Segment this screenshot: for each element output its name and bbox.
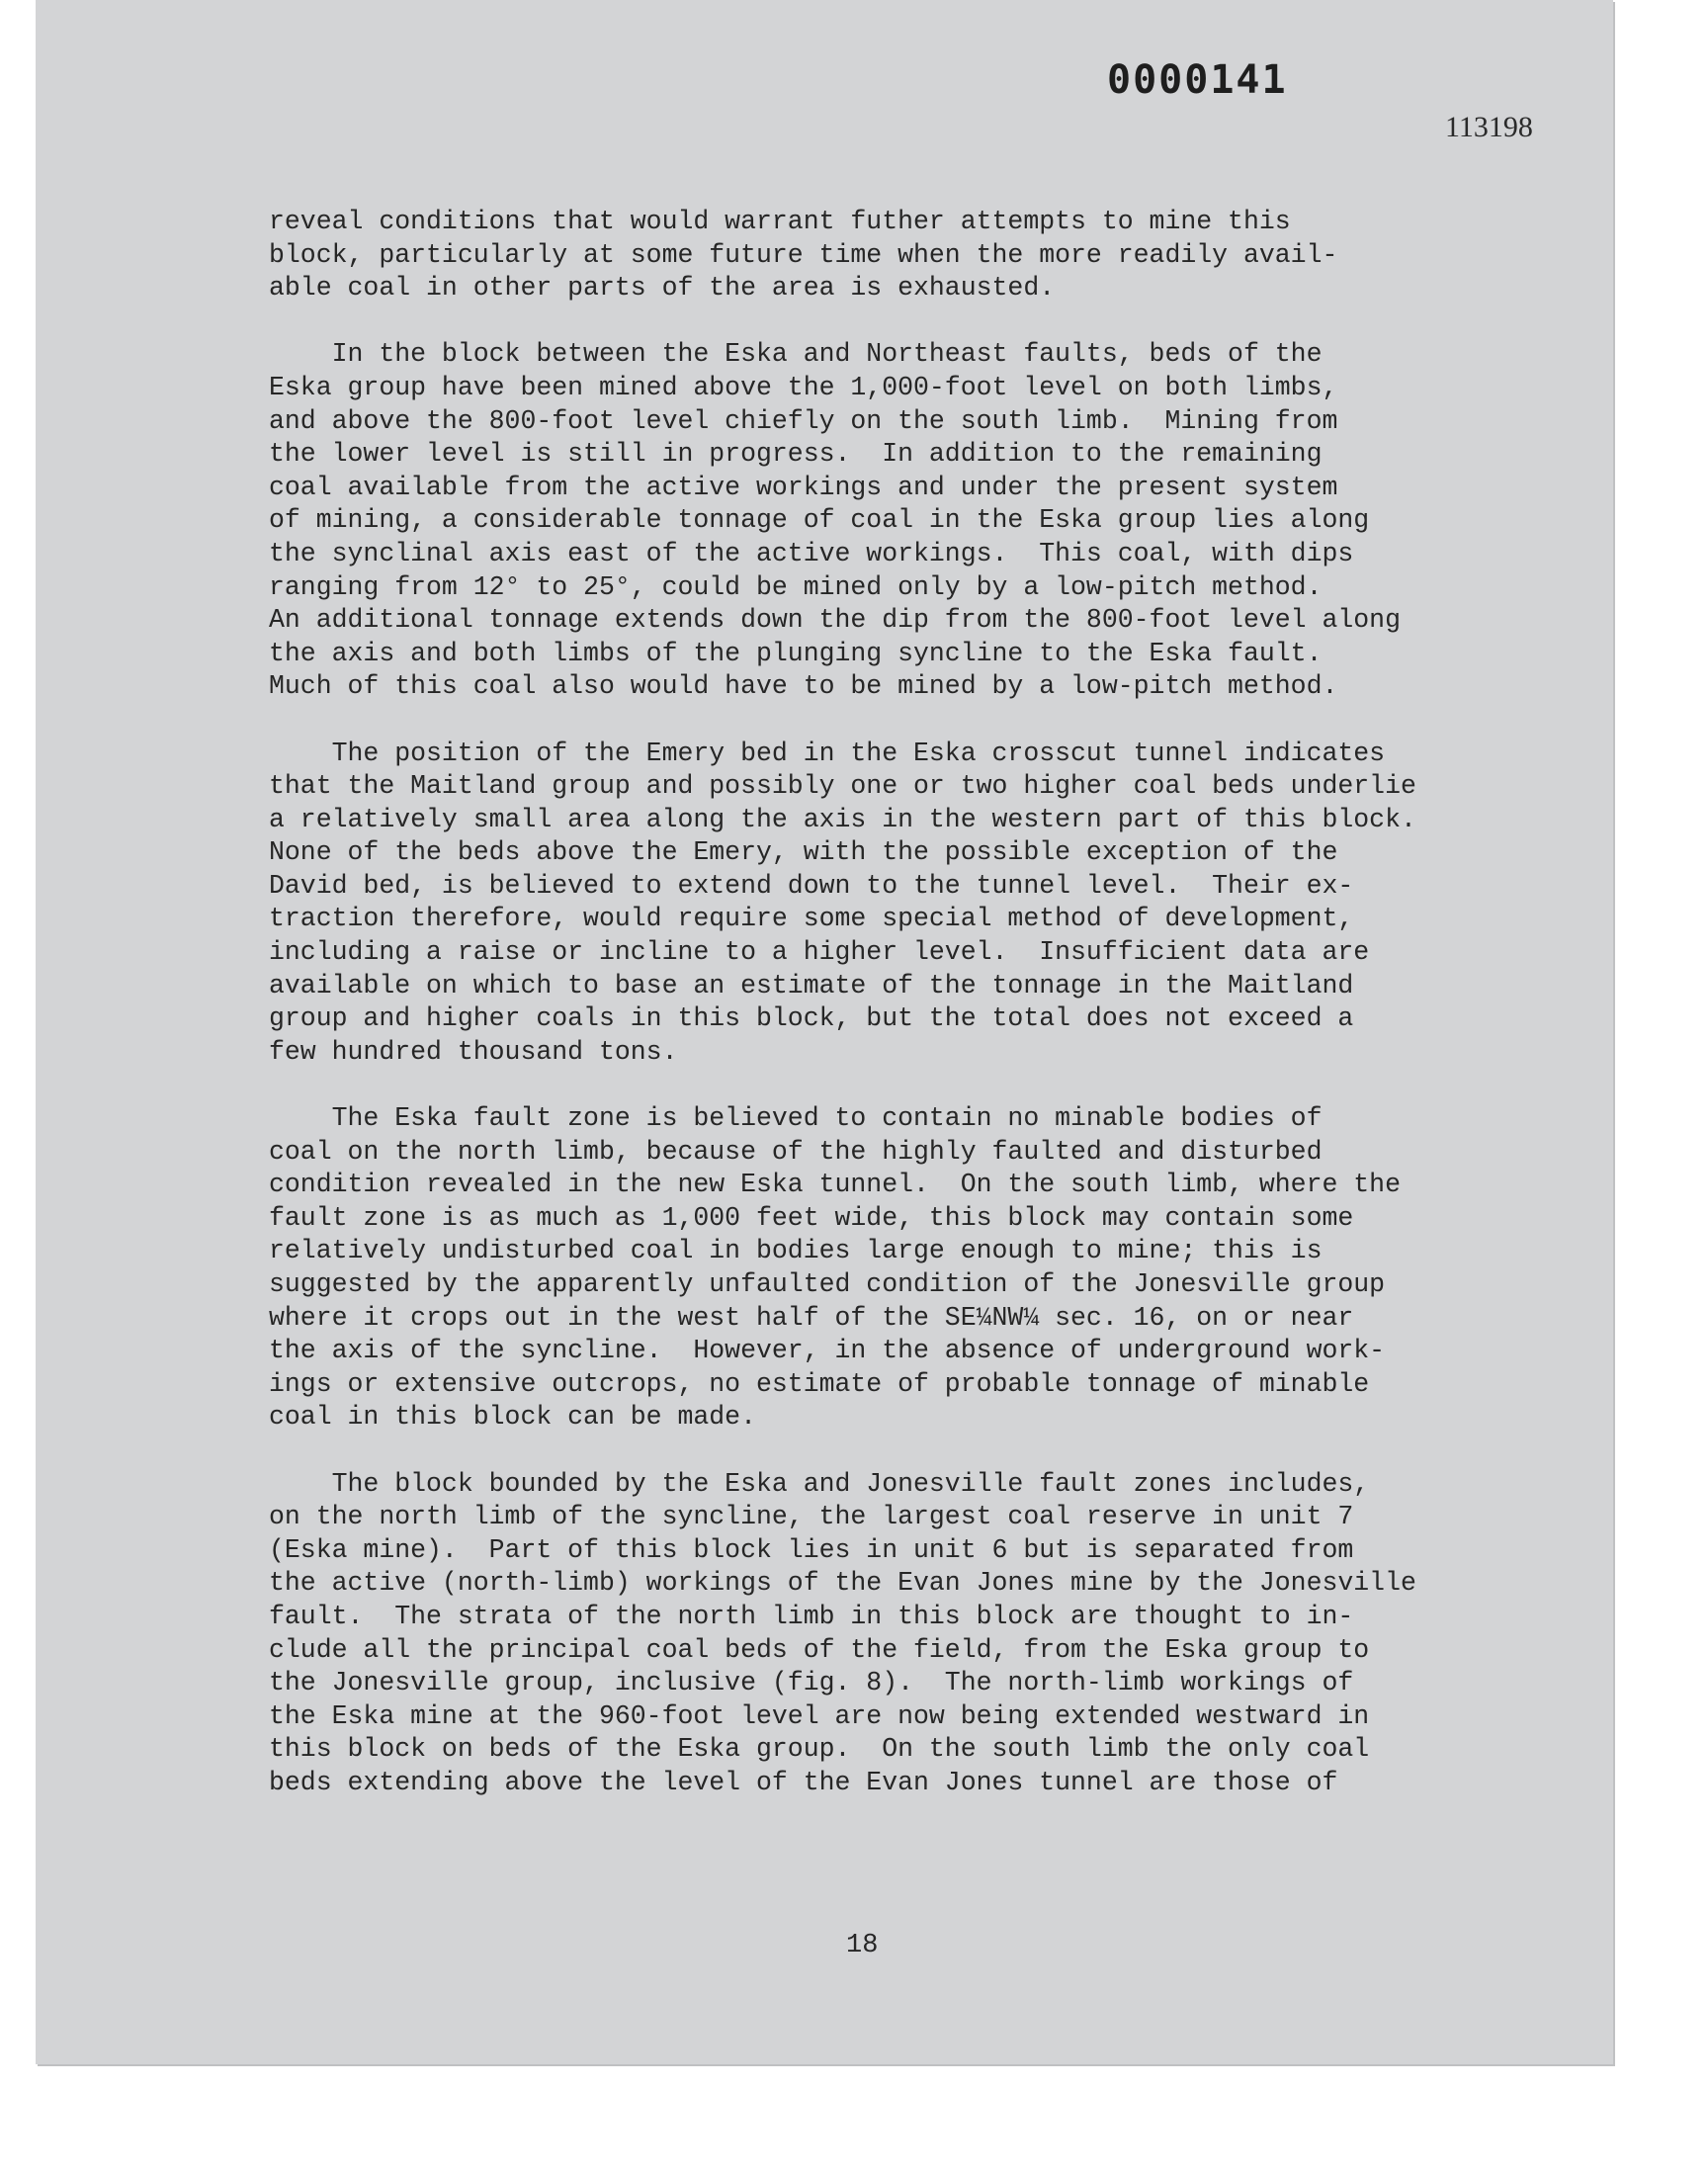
- text-line: the Jonesville group, inclusive (fig. 8). The north-limb workings of: [269, 1668, 1354, 1698]
- text-line: coal in this block can be made.: [269, 1402, 756, 1433]
- file-number: 113198: [1445, 111, 1533, 143]
- text-line: ings or extensive outcrops, no estimate of probable tonnage of minable: [269, 1368, 1370, 1399]
- text-line: coal available from the active workings and under the present system: [269, 472, 1338, 502]
- text-line: beds extending above the level of the Evan Jones tunnel are those of: [269, 1767, 1338, 1797]
- paragraph: [269, 338, 1494, 704]
- text-line: where it crops out in the west half of the SE¼NW¼ sec. 16, on or near: [269, 1302, 1354, 1333]
- text-line: the active (north-limb) workings of the Evan Jones mine by the Jonesville: [269, 1568, 1416, 1599]
- text-line: this block on beds of the Eska group. On the south limb the only coal: [269, 1734, 1370, 1765]
- text-line: In the block between the Eska and Northeast faults, beds of the: [269, 339, 1323, 370]
- text-line: Eska group have been mined above the 1,000-foot level on both limbs,: [269, 372, 1338, 402]
- text-line: An additional tonnage extends down the dip from the 800-foot level along: [269, 605, 1401, 636]
- text-line: condition revealed in the new Eska tunnel. On the south limb, where the: [269, 1170, 1401, 1200]
- text-line: None of the beds above the Emery, with the possible exception of the: [269, 837, 1338, 868]
- text-line: relatively undisturbed coal in bodies large enough to mine; this is: [269, 1236, 1323, 1266]
- text-line: David bed, is believed to extend down to the tunnel level. Their ex-: [269, 870, 1354, 901]
- text-line: reveal conditions that would warrant futher attempts to mine this: [269, 207, 1291, 236]
- paragraph: [269, 206, 1494, 305]
- text-line: few hundred thousand tons.: [269, 1036, 678, 1067]
- text-line: a relatively small area along the axis in the western part of this block.: [269, 804, 1416, 834]
- text-line: that the Maitland group and possibly one or two higher coal beds underlie: [269, 771, 1416, 802]
- paragraph: [269, 1102, 1494, 1435]
- text-line: Much of this coal also would have to be mined by a low-pitch method.: [269, 671, 1338, 702]
- text-line: on the north limb of the syncline, the largest coal reserve in unit 7: [269, 1502, 1354, 1532]
- text-line: the lower level is still in progress. In addition to the remaining: [269, 439, 1323, 470]
- body-text: [269, 206, 1494, 1833]
- text-line: available on which to base an estimate of the tonnage in the Maitland: [269, 970, 1354, 1000]
- text-line: ranging from 12° to 25°, could be mined only by a low-pitch method.: [269, 571, 1323, 602]
- text-line: block, particularly at some future time when the more readily avail-: [269, 239, 1338, 270]
- text-line: fault zone is as much as 1,000 feet wide, this block may contain some: [269, 1202, 1354, 1233]
- text-line: the axis of the syncline. However, in the absence of underground work-: [269, 1336, 1386, 1366]
- text-line: The position of the Emery bed in the Eska crosscut tunnel indicates: [269, 738, 1386, 768]
- text-line: able coal in other parts of the area is exhausted.: [269, 273, 1056, 304]
- text-line: of mining, a considerable tonnage of coal in the Eska group lies along: [269, 505, 1370, 536]
- text-line: The Eska fault zone is believed to contain no minable bodies of: [269, 1103, 1323, 1134]
- text-line: and above the 800-foot level chiefly on the south limb. Mining from: [269, 405, 1338, 436]
- text-line: the axis and both limbs of the plunging syncline to the Eska fault.: [269, 638, 1323, 668]
- text-line: (Eska mine). Part of this block lies in unit 6 but is separated from: [269, 1534, 1354, 1565]
- text-line: suggested by the apparently unfaulted condition of the Jonesville group: [269, 1269, 1386, 1299]
- text-line: the Eska mine at the 960-foot level are now being extended westward in: [269, 1700, 1370, 1731]
- text-line: clude all the principal coal beds of the field, from the Eska group to: [269, 1634, 1370, 1665]
- text-line: The block bounded by the Eska and Jonesville fault zones includes,: [269, 1468, 1370, 1499]
- text-line: the synclinal axis east of the active workings. This coal, with dips: [269, 538, 1354, 568]
- document-stamp-number: 0000141: [1107, 57, 1288, 103]
- text-line: including a raise or incline to a higher level. Insufficient data are: [269, 937, 1370, 968]
- text-line: group and higher coals in this block, but the total does not exceed a: [269, 1003, 1354, 1034]
- paragraph: [269, 1468, 1494, 1800]
- text-line: traction therefore, would require some special method of development,: [269, 904, 1354, 934]
- text-line: fault. The strata of the north limb in this block are thought to in-: [269, 1601, 1354, 1631]
- text-line: coal on the north limb, because of the highly faulted and disturbed: [269, 1136, 1323, 1167]
- paragraph: [269, 738, 1494, 1070]
- page-number: 18: [846, 1931, 879, 1960]
